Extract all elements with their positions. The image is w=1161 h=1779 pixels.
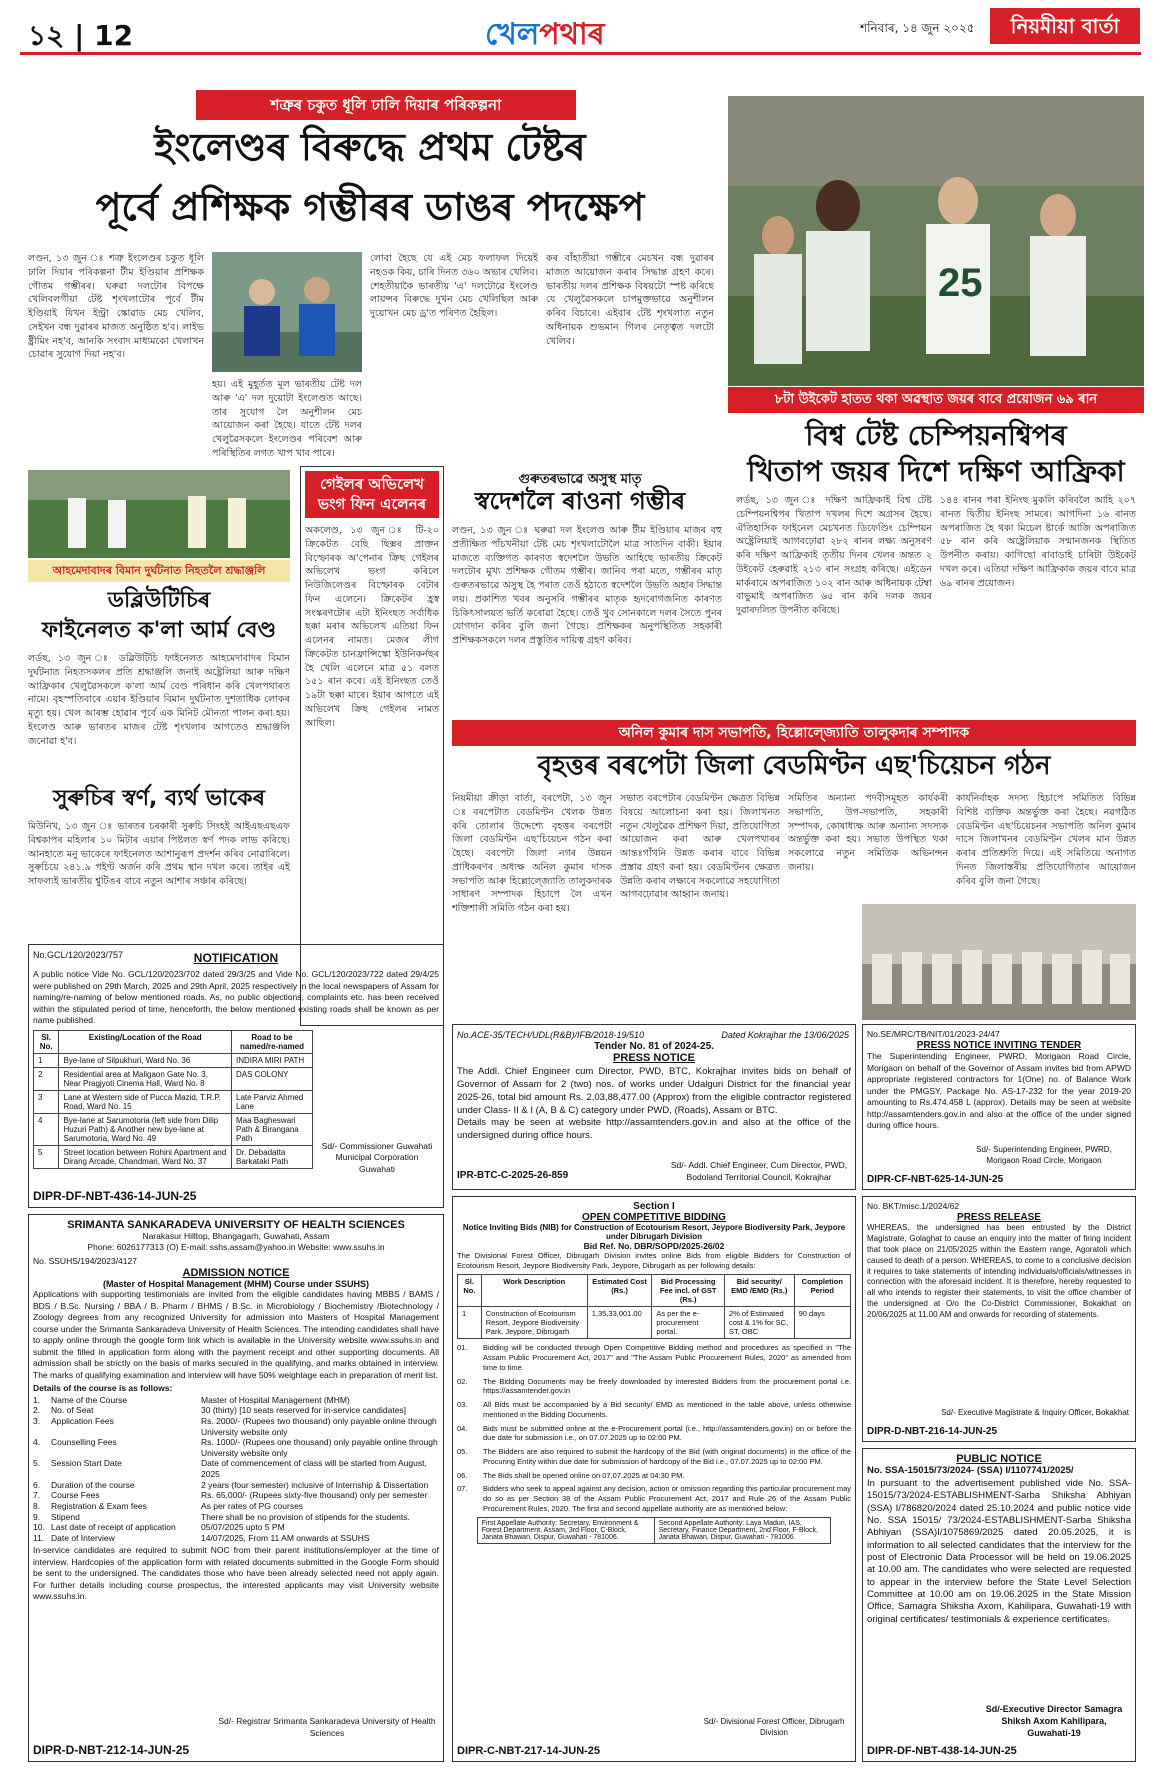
- list-item: [33, 1437, 439, 1458]
- list-item-cell: 10.: [33, 1522, 45, 1533]
- list-item-cell: 07.: [457, 1484, 468, 1494]
- badminton-group-photo: [862, 904, 1136, 1020]
- ssuhs-name: SRIMANTA SANKARADEVA UNIVERSITY OF HEALTH SCIENCES: [67, 1219, 405, 1231]
- tribute-strip: আহমেদাবাদৰ বিমান দুৰ্ঘটনাত নিহতলৈ শ্ৰদ্ধাঞ্জলি: [28, 560, 290, 582]
- shooting-headline: সুৰুচিৰ স্বৰ্ণ, ব্যৰ্থ ভাকেৰ: [53, 786, 265, 811]
- table-row: [34, 1054, 313, 1068]
- list-item-cell: Rs. 2000/- (Rupees two thousand) only payable online through University website only: [201, 1415, 437, 1437]
- list-item: [457, 1447, 851, 1467]
- list-item: [33, 1416, 439, 1437]
- cell: 2% of Estimated cost & 1% for SC, ST, OBC: [725, 1307, 795, 1339]
- gambhir-headline: স্বদেশলৈ ৰাওনা গম্ভীৰ: [474, 487, 686, 515]
- golaghat-ref: No. BKT/misc.1/2024/62: [867, 1201, 960, 1211]
- ssuhs-tag: DIPR-D-NBT-212-14-JUN-25: [33, 1743, 190, 1757]
- ssuhs-address: Narakasur Hilltop, Bhangagarh, Guwahati, Assam: [142, 1231, 330, 1241]
- list-item-cell: 4.: [33, 1437, 41, 1448]
- celebration-photo-art: [728, 96, 1144, 386]
- list-item-cell: Bids must be submitted online at the e-Procurement portal (i.e., http://assamtenders.gov.in) on or before the due date for submission i.e., on 07.07.2025 up to 02:00 PM.: [483, 1423, 851, 1443]
- cell: DAS COLONY: [232, 1068, 313, 1091]
- golaghat-sign: Sd/- Executive Magistrate & Inquiry Officer, Bokakhat: [941, 1408, 1129, 1418]
- page-number: ১২ | 12: [28, 19, 134, 52]
- list-item-cell: The Bids shall be opened online on 07.07.2025 at 04:30 PM.: [483, 1470, 685, 1480]
- list-item-cell: Date of commencement of class will be started from August, 2025: [201, 1458, 427, 1479]
- gambhir-body: লণ্ডন, ১৩ জুন ঃ ঘৰুৱা দল ইংলেণ্ড আৰু টীম ইণ্ডিয়াৰ মাজৰ বহু প্ৰতীক্ষিত পাঁচখনীয়া টেষ্ট মেচ শৃংখলাটোলৈ মাত্ৰ সাতদিন বাকী। ইয়াৰ মাজতে ব্যক্তিগত কাৰণত স্বদেশলৈ উভতি আহিছে ভাৰতীয় ক্ৰিকেট দলটোৰ মুখ্য প্ৰশিক্ষক গৌতম গম্ভীৰ। জানিব পৰা মতে, গম্ভীৰৰ মাতৃ গুৰুতৰভাৱে অসুস্থ হৈ পৰাত তেওঁ হঠাতে স্বদেশলৈ উভতি অহাৰ সিদ্ধান্ত লয়। প্ৰকাশিত খবৰ অনুসৰি গম্ভীৰৰ মাতৃক হৃদৰোগজনিত কাৰণত চিকিৎসালয়ত ভৰ্তি কৰোৱা হৈছে। তেওঁ খুব সোনকালে দলৰ সৈতে পুনৰ যোগদান কৰিব বুলি জনা গৈছে। প্ৰশিক্ষকৰ অনুপস্থিতিত সহকাৰী প্ৰশিক্ষকসকলে দলৰ প্ৰস্তুতিৰ দায়িত্ব গ্ৰহণ কৰিব।: [452, 525, 722, 647]
- forest-sign: Sd/- Divisional Forest Officer, Dibrugarh Division: [703, 1717, 845, 1738]
- lead-body-2: হয়। এই মুহূৰ্তত মূল ভাৰতীয় টেষ্ট দল আৰু 'এ' দল দুয়োটা ইংলেণ্ডত আছে। তাৰ সুযোগ লৈ অনুশীলন মেচ আয়োজন কৰা হৈছে। যাতে টেষ্ট দলৰ খেলুৱৈসকলে ইংলেণ্ডৰ পৰিবেশ আৰু পৰিস্থিতিৰ লগত খাপ খাব পাৰে।: [212, 379, 362, 459]
- forest-bidding-notice: [452, 1196, 856, 1762]
- list-item: [33, 1501, 439, 1512]
- forest-th: Bid Processing Fee incl. of GST (Rs.): [652, 1275, 725, 1307]
- pwd-tender: Tender No. 81 of 2024-25.: [594, 1041, 714, 1053]
- golaghat-title: PRESS RELEASE: [957, 1212, 1041, 1224]
- pwd-title: PRESS NOTICE: [613, 1052, 695, 1065]
- armband-headline-1: ডব্লিউটিচিৰ: [107, 588, 211, 613]
- ssa-tag: DIPR-DF-NBT-438-14-JUN-25: [867, 1745, 1017, 1757]
- morigaon-sign: Sd/- Superintending Engineer, PWRD, Morigaon Road Circle, Morigaon: [976, 1145, 1112, 1166]
- gmc-notification: [28, 944, 444, 1208]
- allen-box: [300, 466, 444, 1026]
- forest-title: OPEN COMPETITIVE BIDDING: [582, 1212, 726, 1223]
- gmc-sign: Sd/- Commissioner Guwahati Municipal Corporation Guwahati: [321, 1141, 433, 1174]
- table-row: [34, 1068, 313, 1091]
- list-item-cell: Application Fees: [51, 1415, 114, 1426]
- list-item-cell: Duration of the course: [51, 1479, 135, 1490]
- coaches-photo-art: [212, 252, 362, 372]
- svg-text:25: 25: [938, 261, 983, 305]
- table-row: [34, 1114, 313, 1146]
- ssuhs-subtitle: (Master of Hospital Management (MHM) Course under SSUHS): [102, 1279, 370, 1290]
- list-item-cell: Course Fees: [51, 1490, 100, 1501]
- forest-th: Completion Period: [794, 1275, 850, 1307]
- ssuhs-admission-notice: [28, 1214, 444, 1762]
- gmc-body: A public notice Vide No. GCL/120/2023/702 dated 29/3/25 and Vide No. GCL/120/2023/722 dated 29/4/25 were published on 29th March, 2025 and 29th April, 2025 respectively in the local newspapers of Assam for naming/re-naming of below mentioned roads. As, no public objections, complaints etc. has been received within the stipulated period of time, henceforth, the below mentioned existing roads shall be known as per name published.: [33, 969, 439, 1026]
- allen-body: অকলেণ্ড, ১৩ জুন ঃ টি-২০ ক্ৰিকেটত বেছি ছিক্সৰ প্ৰাক্তন বিস্ফোৰক অ'পেনাৰ ক্ৰিছ গেইলৰ অভিলেখ ভংগ কৰিলে নিউজিলেণ্ডৰ বিস্ফোৰক বেটাৰ ফিন এলেনে। ক্ৰিকেটৰ হ্ৰস্ব সংস্কৰণটোৰ এটা ইনিংছত সৰ্বাধিক ছক্কা মৰাৰ অভিলেখ এতিয়া ফিন এলেনৰ নামত। মেজৰ লীগ ক্ৰিকেটত চানফ্ৰান্সিস্কো ইউনিকৰ্নছৰ হৈ খেলি এলেনে মাত্ৰ ৫১ বলত ১৫১ ৰান কৰে। এই ইনিংছত তেওঁ ১৯টা ছক্কা মাৰে। ইয়াৰ আগতে এই অভিলেখ ক্ৰিছ গেইলৰ নামত আছিল।: [305, 525, 439, 729]
- proteas-celebration-photo: [728, 96, 1144, 386]
- ssuhs-details-title: Details of the course is as follows:: [33, 1383, 173, 1394]
- list-item-cell: Last date of receipt of application: [51, 1522, 176, 1533]
- cell: 90 days: [794, 1307, 850, 1339]
- list-item: [33, 1458, 439, 1479]
- cell: 1: [34, 1054, 59, 1068]
- ssuhs-title: ADMISSION NOTICE: [182, 1267, 290, 1280]
- morigaon-tag: DIPR-CF-NBT-625-14-JUN-25: [867, 1174, 1004, 1185]
- list-item: [457, 1400, 851, 1420]
- lead-kicker: শত্ৰুৰ চকুত ধূলি ঢালি দিয়াৰ পৰিকল্পনা: [196, 90, 576, 120]
- list-item-cell: 04.: [457, 1423, 468, 1433]
- list-item-cell: Date of Interview: [51, 1532, 115, 1543]
- pwd-tag: IPR-BTC-C-2025-26-859: [457, 1170, 569, 1181]
- wtc-caption: ৮টা উইকেট হাতত থকা অৱস্থাত জয়ৰ বাবে প্ৰয়োজন ৬৯ ৰান: [728, 387, 1144, 413]
- list-item: [33, 1512, 439, 1523]
- gmc-ref: No.GCL/120/2023/757: [33, 950, 124, 960]
- wtc-body-1: লৰ্ডছ, ১৩ জুন ঃ দক্ষিণ আফ্ৰিকাই বিশ্ব টেষ্ট চেম্পিয়নশ্বিপৰ খিতাপ দখলৰ দিশে অগ্ৰসৰ হৈছে। ঐতিহাসিক ফাইনেল মেচখনত ডিফেণ্ডিং চেম্পিয়ন অষ্ট্ৰেলিয়াই আগবঢ়োৱা ২৮২ ৰানৰ লক্ষ্য অনুসৰণ কৰি দক্ষিণ আফ্ৰিকাই তৃতীয় দিনৰ খেলৰ অন্তত ২ উইকেট হেৰুৱাই ২১৩ ৰান সংগ্ৰহ কৰিছে। এইডেন মাৰ্কৰামে অপৰাজিত ১০২ ৰান আৰু অধিনায়ক টেম্বা বাভুমাই অপৰাজিত ৬৫ ৰান কৰি দলক জয়ৰ দুৱাৰদলিত উপনীত কৰিছে।: [736, 495, 932, 617]
- list-item-cell: 05.: [457, 1447, 468, 1456]
- tribute-photo: [28, 470, 290, 558]
- lead-headline-2: পূৰ্বে প্ৰশিক্ষক গম্ভীৰৰ ডাঙৰ পদক্ষেপ: [95, 185, 645, 229]
- list-item-cell: The Bidders are also required to submit the hardcopy of the Bid (with original documents) in the office of the Procuring Entity within due date for submission of hardcopy of the Bid i.e., 07.07.2025 up to 02:00 PM.: [483, 1447, 851, 1466]
- list-item-cell: 02.: [457, 1376, 468, 1386]
- issue-date: শনিবাৰ, ১৪ জুন ২০২৫: [860, 21, 975, 35]
- list-item-cell: 2 years (four semester) inclusive of Internship & Dissertation: [201, 1479, 429, 1490]
- ssa-public-notice: [862, 1448, 1136, 1762]
- list-item-cell: Master of Hospital Management (MHM): [201, 1394, 350, 1405]
- morigaon-body: The Superintending Engineer, PWRD, Morigaon Road Circle, Morigaon on behalf of the Governor of Assam invites bid from APWD appropriate registered contractors for 1(One) no. of Balance Work under the PMGSY, Package No. AS-17-232 for the year 2019-20 amounting to Rs.474.458 L (approx). Details may be seen at website http://assamtenders.gov.in and also at the office of the under signed during office hours.: [867, 1051, 1131, 1131]
- ssa-ref: No. SSA-15015/73/2024- (SSA) I/1107741/2025/: [867, 1465, 1074, 1476]
- list-item-cell: 11.: [33, 1532, 45, 1543]
- ssuhs-foot: In-service candidates are required to submit NOC from their parent institutions/employer at the time of interview. Hardcopies of the application form with related documents submitted in the Google Form should be sent to the undersigned. The candidates those who have been already selected need not apply again. For further details including course prospectus, the interested applicants may visit University website www.ssuhs.in.: [33, 1545, 439, 1602]
- list-item: [457, 1484, 851, 1513]
- cell: Late Parviz Ahmed Lane: [232, 1091, 313, 1114]
- cell: Dr. Debadatta Barkataki Path: [232, 1146, 313, 1169]
- gmc-table: [33, 1030, 313, 1169]
- gmc-th-new: Road to be named/re-named: [232, 1031, 313, 1054]
- forest-intro: The Divisional Forest Officer, Dibrugarh Division invites online Bids from eligible Bidders for Construction of Ecotourism Resort, Jeypore Biodiversity Park, Jeypore, Dibrugarh as per following details:: [457, 1251, 851, 1271]
- list-item: [457, 1377, 851, 1397]
- list-item: [33, 1395, 439, 1406]
- list-item-cell: Name of the Course: [51, 1394, 128, 1405]
- forest-th: Work Description: [481, 1275, 587, 1307]
- cell: 3: [34, 1091, 59, 1114]
- table-row: [458, 1307, 851, 1339]
- cell: Second Appellate Authority: Laya Maduri, IAS, Secretary, Finance Department, 2nd Floor, F-Block, Janata Bhawan, Dispur, Guwahati - 781006.: [654, 1517, 831, 1543]
- list-item-cell: 2.: [33, 1405, 41, 1416]
- pwd-sign: Sd/- Addl. Chief Engineer, Cum Director, PWD, Bodoland Territorial Council, Kokrajhar: [670, 1160, 848, 1182]
- table-row: [34, 1146, 313, 1169]
- list-item-cell: 6.: [33, 1479, 41, 1490]
- pwd-press-notice: [452, 1024, 856, 1190]
- forest-subtitle: Notice Inviting Bids (NIB) for Construction of Ecotourism Resort, Jeypore Biodiversity Park, Jeypore under Dibrugarh Division: [462, 1223, 846, 1241]
- tribute-photo-art: [28, 470, 290, 558]
- list-item-cell: 7.: [33, 1490, 41, 1501]
- list-item-cell: 05/07/2025 upto 5 PM: [201, 1522, 285, 1533]
- cell: 5: [34, 1146, 59, 1169]
- badminton-headline: বৃহত্তৰ বৰপেটা জিলা বেডমিণ্টন এছ'চিয়েচন গঠন: [537, 751, 1051, 781]
- cell: Street location between Rohini Apartment and Dirang Arcade, Chandmari, Ward No. 37: [59, 1146, 232, 1169]
- forest-th: Estimated Cost (Rs.): [587, 1275, 652, 1307]
- list-item-cell: 30 (thirty) [10 seats reserved for in-service candidates]: [201, 1405, 407, 1416]
- newspaper-logo: নিয়মীয়া বাৰ্তা: [990, 8, 1140, 44]
- pwd-body2: Details may be seen at website http://assamtenders.gov.in and also at the office of the undersigned during office hours.: [457, 1117, 851, 1142]
- shooting-body: মিউনিখ, ১৩ জুন ঃ ভাৰতৰ চৰকাৰী সুৰুচি সিংহই আইএছএছএফ বিশ্বকাপৰ মহিলাৰ ১০ মিটাৰ এয়াৰ পিষ্টলত স্বৰ্ণ পদক লাভ কৰিছে। আনহাতে মনু ভাকেৰে ফাইনেলত আশানুৰূপ প্ৰদৰ্শন কৰিব নোৱাৰিলে। সুৰুচিয়ে ২৪১.৯ পইণ্ট অৰ্জন কৰি প্ৰথম স্থান দখল কৰে। তাইৰ এই সাফল্যই ভাৰতীয় শ্বুটিঙৰ বাবে নতুন আশাৰ সঞ্চাৰ কৰিছে।: [28, 821, 290, 888]
- ssuhs-details-list: [33, 1395, 439, 1544]
- morigaon-tender: [862, 1024, 1136, 1190]
- lead-body-1: লণ্ডন, ১৩ জুন ঃ শত্ৰু ইংলেণ্ডৰ চকুত ধূলি ঢালি দিয়াৰ পৰিকল্পনা টীম ইণ্ডিয়াৰ প্ৰশিক্ষক গৌতম গম্ভীৰৰ। ঘৰুৱা দলটোৰ বিপক্ষে খেলিবলগীয়া টেষ্ট শৃংখলাটোৰ পূৰ্বে টীম ইণ্ডিয়াই যিখন ইন্ট্ৰা স্কোৱাড মেচ খেলিব, সেইখন বন্ধ দুৱাৰৰ মাজত অনুষ্ঠিত হ'ব। লাইভ ষ্ট্ৰীমিং নহ'ব, আনকি সংবাদ মাধ্যমকো খেলাখন চোৱাৰ সুযোগ দিয়া নহ'ব।: [28, 253, 204, 361]
- cell: As per the e-procurement portal.: [652, 1307, 725, 1339]
- group-photo-art: [862, 904, 1136, 1020]
- list-item-cell: The Bidding Documents may be freely downloaded by interested Bidders from the procurement portal i.e. https://assamtender.gov.in: [483, 1376, 851, 1396]
- list-item: [457, 1343, 851, 1372]
- list-item: [457, 1471, 851, 1481]
- list-item-cell: Bidders who seek to appeal against any decision, action or omission regarding this particular procurement may do so as per Section 38 of the Assam Public Procurement Act, 2017 and Rule 26 of the Assam Public Procurement Rules, 2020. The first and second appellate authority are as mentioned below:: [483, 1484, 851, 1513]
- ssa-body: In pursuant to the advertisement published vide No. SSA-15015/73/2024-ESTABLISHMENT-Sarba Shiksha Abhiyan (SSA) I/786820/2024 dated 25.10.2024 and public notice vide No. SSA 15015/ 73/2024-ESTABLISHMENT-Sarba Shiksha Abhiyan (SSA)I/1075869/2025 dated 20.05.2025, it is information to all selected candidates that the interview for the post of Electronic Data Processor will be held on 19.06.2025 at 10.00 am. The candidates who were selected are requested to appear in the interview before the State Level Selection Committee at 10.00 am on 19.06.2025 in the State Mission Office, Samagra Shiksha Axom, Kahilipara, Guwahati-19 with original certificates/ testimonials & experience certificates.: [867, 1477, 1131, 1625]
- section-title-a: খেল: [485, 17, 540, 52]
- list-item-cell: As per rates of PG courses: [201, 1500, 304, 1511]
- cell: Bye-lane of Silpukhuri, Ward No. 36: [59, 1054, 232, 1068]
- list-item-cell: Registration & Exam fees: [51, 1500, 147, 1511]
- table-row: [34, 1091, 313, 1114]
- coaches-photo: [212, 252, 362, 372]
- list-item-cell: 01.: [457, 1343, 468, 1353]
- list-item: [33, 1480, 439, 1491]
- list-item-cell: Rs. 1000/- (Rupees one thousand) only payable online through University website only: [201, 1437, 438, 1458]
- list-item-cell: Counselling Fees: [51, 1437, 117, 1448]
- list-item: [33, 1533, 439, 1544]
- list-item: [33, 1490, 439, 1501]
- cell: 1,35,33,001.00: [587, 1307, 652, 1339]
- lead-headline-1: ইংলেণ্ডৰ বিৰুদ্ধে প্ৰথম টেষ্টৰ: [154, 125, 586, 169]
- armband-body: লৰ্ডছ, ১৩ জুন ঃ ডব্লিউটিচি ফাইনেলত আহমেদাবাদৰ বিমান দুৰ্ঘটনাত নিহতসকলৰ প্ৰতি শ্ৰদ্ধাঞ্জলি জনাই অষ্ট্ৰেলিয়া আৰু দক্ষিণ আফ্ৰিকাৰ খেলুৱৈসকলে ক'লা আৰ্ম বেণ্ড পৰিধান কৰি খেলপথাৰত নামে। বৃহস্পতিবাৰে এয়াৰ ইণ্ডিয়াৰ বিমান দুৰ্ঘটনাত দুশতাধিক লোকৰ মৃত্যু হয়। খেল আৰম্ভ হোৱাৰ পূৰ্বে এক মিনিট মৌনতা পালন কৰা হয়। ইংলেণ্ড আৰু ভাৰতৰ মাজৰ টেষ্ট শৃংখলাৰ আগতেও শ্ৰদ্ধাঞ্জলি জনোৱা হ'ব।: [28, 653, 290, 747]
- section-title-b: পথাৰ: [539, 17, 605, 52]
- forest-th: Bid security/ EMD /EMD (Rs.): [725, 1275, 795, 1307]
- forest-appellate-table: [477, 1517, 832, 1544]
- gmc-th-existing: Existing/Location of the Road: [59, 1031, 232, 1054]
- forest-section: Section I: [633, 1201, 675, 1212]
- badminton-body-3: সমিতিৰ অন্যান্য পদবীসমূহত কাৰ্যকৰী সভাপতি, উপ-সভাপতি, সহকাৰী সম্পাদক, কোষাধ্যক্ষ আৰু অন্যান্য সদস্যক অন্তৰ্ভুক্ত কৰা হয়। সভাত উপস্থিত থকা সকলোৱে নতুন সমিতিক অভিনন্দন জনায়।: [788, 793, 948, 873]
- list-item-cell: All Bids must be accompanied by a Bid security/ EMD as mentioned in the table above, unless otherwise mentioned in the Bidding Documents.: [483, 1400, 851, 1419]
- badminton-body-2: সভাত বৰপেটাৰ বেডমিণ্টন ক্ষেত্ৰত বিভিন্ন বিষয়ে আলোচনা কৰা হয়। জিলাখনত নতুন খেলুৱৈক প্ৰশিক্ষণ দিয়া, প্ৰতিযোগিতা আয়োজন কৰা আৰু খেলপথাৰৰ আন্তঃগাঁথনি উন্নত কৰাৰ বাবে বিভিন্ন প্ৰস্তাৱ গ্ৰহণ কৰা হয়। বেডমিণ্টনৰ ক্ষেত্ৰত উন্নতি কৰাৰ লক্ষ্যৰে সকলোৱে সহযোগিতা আগবঢ়োৱাৰ আহ্বান জনায়।: [620, 793, 780, 901]
- wtc-headline-2: খিতাপ জয়ৰ দিশে দক্ষিণ আফ্ৰিকা: [747, 455, 1125, 488]
- cell: Lane at Western side of Pucca Mazid, T.R.P. Road, Ward No. 15: [59, 1091, 232, 1114]
- pwd-ref: No.ACE-35/TECH/UDL(R&B)/IFB/2018-19/510: [457, 1030, 645, 1040]
- ssa-title: PUBLIC NOTICE: [956, 1453, 1042, 1465]
- list-item: [457, 1424, 851, 1444]
- list-item-cell: Bidding will be conducted through Open Competitive Bidding method and procedures as specified in "The Assam Public Procurement Act, 2017" and "The Assam Public Procurement Rules, 2020" as amended from time to time.: [483, 1343, 851, 1372]
- badminton-body-1: নিয়মীয়া ক্ৰীড়া বাৰ্তা, বৰপেটা, ১৩ জুন ঃ বৰপেটাত বেডমিণ্টন খেলক উন্নত কৰি তোলাৰ উদ্দেশ্যে বৃহত্তৰ বৰপেটা জিলা বেডমিণ্টন এছ'চিয়েচন গঠন কৰা হৈছে। বৰপেটা জিলা নগৰ উন্নয়ন প্ৰাধিকৰণৰ অধ্যক্ষ অনিল কুমাৰ দাসক সভাপতি আৰু হিল্লোল্জ্যোতি তালুকদাৰক সাধাৰণ সম্পাদক হিচাপে লৈ এখন শক্তিশালী সমিতি গঠন কৰা হয়।: [452, 793, 612, 915]
- cell: INDIRA MIRI PATH: [232, 1054, 313, 1068]
- cell: Bye-lane at Sarumotoria (left side from Dilip Huzuri Path) & Another new bye-lane at Sarumotoria, Ward No. 49: [59, 1114, 232, 1146]
- badminton-body-4: কাৰ্যনিৰ্বাহক সদস্য হিচাপে সমিতিত বিভিন্ন বিশিষ্ট ব্যক্তিক অন্তৰ্ভুক্ত কৰা হৈছে। নৱগঠিত বেডমিণ্টন এছ'চিয়েচনৰ সভাপতি অনিল কুমাৰ দাসে জিলাখনৰ বেডমিণ্টন খেলৰ মান উন্নত কৰাৰ প্ৰতিশ্ৰুতি দিয়ে। এই সমিতিয়ে অনাগত দিনত জিলাস্তৰীয় প্ৰতিযোগিতাৰ আয়োজন কৰিব বুলি জনা গৈছে।: [956, 793, 1136, 887]
- list-item-cell: 14/07/2025, From 11 AM onwards at SSUHS: [201, 1532, 370, 1543]
- golaghat-body: WHEREAS, the undersigned has been entrusted by the District Magistrate, Golaghat to cause an enquiry into the matter of firing incident that took place on 21/05/2025 within the Eastern range, Agoratoli which caused to death of a person. WHEREAS, to come to a conclusive decision it requires to take statements of intending individuals/officials/witnesses in connection with the aforesaid incident. It is therefore, hereby requested to all who intends to register their statements, to visit the office chamber of the undersigned at O/o the Co-District Commissioner, Bokakhat on 20/06/2025 at 11.00 AM and onwards for recording of statements.: [867, 1223, 1131, 1319]
- pwd-body: The Addl. Chief Engineer cum Director, PWD, BTC, Kokrajhar invites bids on behalf of Governor of Assam for 2 (two) nos. of works under Udalguri District for the financial year 2025-26, total bid amount Rs. 2,03,88,477.00 (Approx) from the eligible contractor registered under Class- II & I (A, B & C) category under PWD, (Roads), Assam or BTC.: [457, 1066, 851, 1116]
- forest-points-list: [457, 1343, 851, 1513]
- cell: 4: [34, 1114, 59, 1146]
- header-rule: [20, 52, 1141, 55]
- list-item-cell: There shall be no provision of stipends for the students.: [201, 1511, 410, 1522]
- wtc-headline-1: বিশ্ব টেষ্ট চেম্পিয়নশ্বিপৰ: [805, 419, 1067, 452]
- ssuhs-phone: Phone: 6026177313 (O) E-mail: sshs.assam@yahoo.in Website: www.ssuhs.in: [87, 1242, 385, 1253]
- list-item-cell: 9.: [33, 1511, 41, 1522]
- list-item-cell: 8.: [33, 1500, 41, 1511]
- list-item-cell: 5.: [33, 1458, 41, 1469]
- list-item-cell: Session Start Date: [51, 1458, 122, 1469]
- ssuhs-ref: No. SSUHS/194/2023/4127: [33, 1255, 137, 1266]
- gmc-th-sl: Sl. No.: [34, 1031, 59, 1054]
- cell: First Appellate Authority: Secretary, Environment & Forest Department, Assam, 3rd Floor, C-Block, Janata Bhawan, Dispur, Guwahati - 781006.: [477, 1517, 654, 1543]
- gmc-tag: DIPR-DF-NBT-436-14-JUN-25: [33, 1189, 197, 1203]
- list-item-cell: Rs. 65,000/- (Rupees sixty-five thousand) only per semester: [201, 1490, 428, 1501]
- forest-table: [457, 1274, 851, 1339]
- list-item: [33, 1522, 439, 1533]
- morigaon-ref: No.SE/MRC/TB/NIT/01/2023-24/47: [867, 1029, 1000, 1039]
- list-item-cell: No. of Seat: [51, 1405, 94, 1416]
- list-item-cell: 3.: [33, 1415, 41, 1426]
- ssuhs-body: Applications with supporting testimonials are invited from the eligible candidates having MBBS / BAMS / BDS / B.Sc. Nursing / BBA / B. Pharm / BHMS / B.Sc. in Microbiology / Biochemistry /Biotechnology / Zoology degrees from any recognized University for admission into Masters of Hospital Management course under the Srimanta Sankaradeva University of Health Sciences. The intending candidates shall have to apply online through the google form link which is available in the University website www.ssuhs.in and submit the filled in application form along with the payment receipt and other supporting documents. All admission shall be strictly on the basis of marks secured in the qualifying, and marks obtained in interview. The marks of qualifying examination and interview will have 50% weightage each in preparation of merit list.: [33, 1289, 439, 1380]
- list-item-cell: Stipend: [51, 1511, 80, 1522]
- list-item-cell: 1.: [33, 1394, 41, 1405]
- morigaon-title: PRESS NOTICE INVITING TENDER: [916, 1040, 1082, 1052]
- ssuhs-sign: Sd/- Registrar Srimanta Sankaradeva University of Health Sciences: [218, 1716, 436, 1738]
- list-item: [33, 1405, 439, 1416]
- list-item-cell: 06.: [457, 1470, 468, 1480]
- armband-headline-2: ফাইনেলত ক'লা আৰ্ম বেণ্ড: [41, 618, 277, 643]
- cell: 1: [458, 1307, 482, 1339]
- allen-kicker: গেইলৰ অভিলেখ ভংগ ফিন এলেনৰ: [305, 471, 439, 518]
- badminton-kicker: অনিল কুমাৰ দাস সভাপতি, হিল্লোল্জ্যোতি তালুকদাৰ সম্পাদক: [452, 720, 1136, 746]
- forest-th: Sl. No.: [458, 1275, 482, 1307]
- golaghat-press-release: [862, 1196, 1136, 1442]
- forest-ref: Bid Ref. No. DBR/SOPD/2025-26/02: [583, 1241, 725, 1251]
- lead-body-3: লোবা হৈছে যে এই মেচ ফলাফল দিয়েই নহওক কিয়, চাৰি দিনত ৩৬০ অভাৰ খেলিব। শেহতীয়াকৈ ভাৰতীয় 'এ' দলটোৱে ইংলেণ্ড লায়ন্সৰ বিৰুদ্ধে দুখন মেচ খেলিছিল আৰু দুয়োখন মেচ ড্ৰ'ত পৰিণত হৈছিল।: [370, 253, 538, 320]
- wtc-body-2: ১৪৪ ৰানৰ পৰা ইনিংছ মুকলি কৰিবলৈ আহি ২০৭ ৰানত দ্বিতীয় ইনিংছ সামৰে। আগদিনা ১৬ ৰানত অপৰাজিত হৈ থকা মিচেল ষ্টাৰ্কে আজি অপৰাজিত ৫৮ ৰান কৰি অষ্ট্ৰেলিয়াক সন্মানজনক স্থিতিত উপনীত কৰায়। কাগিছো ৰাবাডাই চাৰিটা উইকেট দখল কৰে। এতিয়া দক্ষিণ আফ্ৰিকাক জয়ৰ বাবে মাত্ৰ ৬৯ ৰানৰ প্ৰয়োজন।: [940, 495, 1136, 589]
- gambhir-kicker: গুৰুতৰভাৱে অসুস্থ মাতৃ: [518, 472, 642, 487]
- cell: 2: [34, 1068, 59, 1091]
- ssa-sign: Sd/-Executive Director Samagra Shiksh Axom Kahilipara, Guwahati-19: [985, 1703, 1123, 1738]
- cell: Residential area at Maligaon Gate No. 3, Near Pragjyoti Cinema Hall, Ward No. 8: [59, 1068, 232, 1091]
- golaghat-tag: DIPR-D-NBT-216-14-JUN-25: [867, 1426, 998, 1437]
- pwd-date: Dated Kokrajhar the 13/06/2025: [721, 1030, 849, 1040]
- lead-body-4: কৰ বাঁহাতীয়া গম্ভীৰে মেচখন বন্ধ দুৱাৰৰ মাজত আয়োজন কৰাৰ সিদ্ধান্ত গ্ৰহণ কৰে। ভাৰতীয় দলৰ প্ৰশিক্ষক বিষয়টো স্পষ্ট কৰিছে যে খেলুৱৈসকলে চাপমুক্তভাৱে অনুশীলন কৰিব বিচাৰে। এইবাৰ টেষ্ট শৃংখলাত নতুন অধিনায়ক শুভমান গিলৰ নেতৃত্বত দলটো খেলিব।: [546, 253, 714, 347]
- list-item-cell: 03.: [457, 1400, 468, 1409]
- gmc-title: NOTIFICATION: [193, 951, 279, 966]
- cell: Construction of Ecotourism Resort, Jeypore Biodiversity Park, Jeypore, Dibrugarh: [481, 1307, 587, 1339]
- cell: Maa Bagheswari Path & Birangana Path: [232, 1114, 313, 1146]
- forest-tag: DIPR-C-NBT-217-14-JUN-25: [457, 1745, 601, 1757]
